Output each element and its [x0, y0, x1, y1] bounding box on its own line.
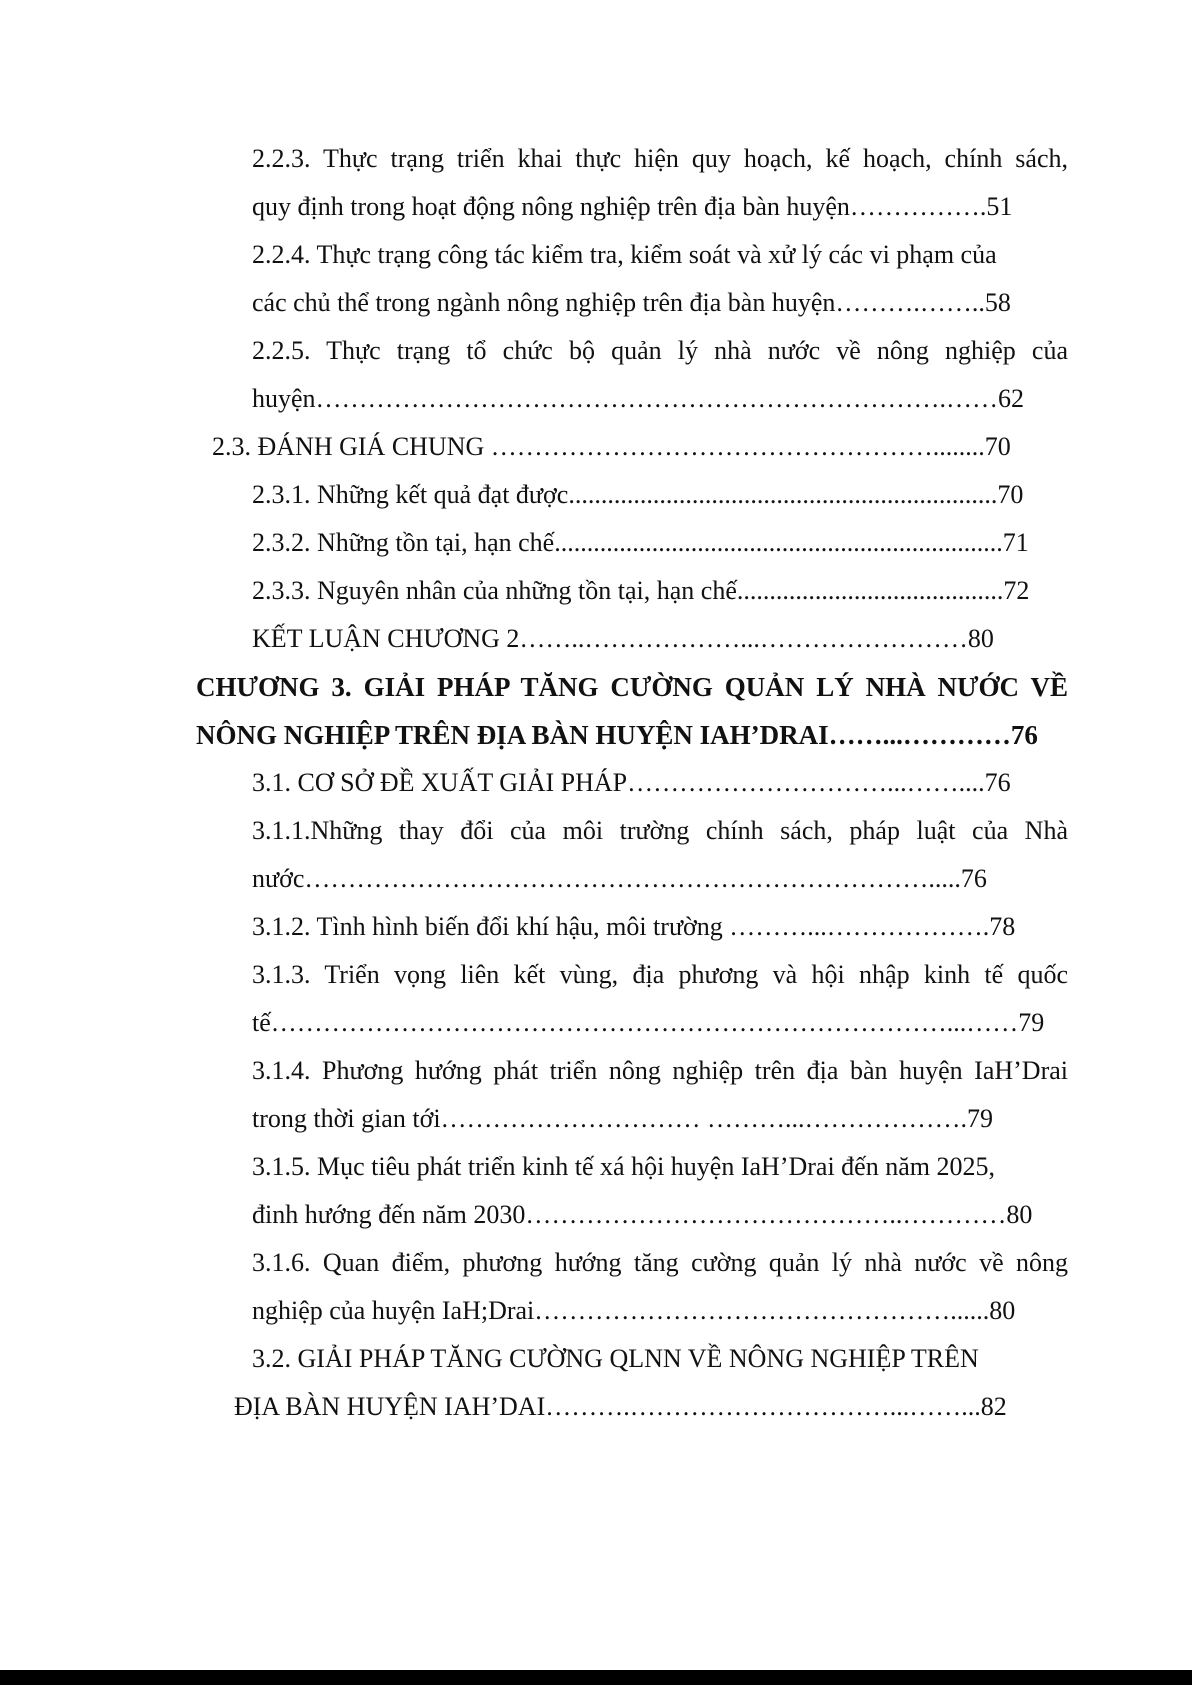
toc-line: tế……………………………………………………………………...……79: [252, 1008, 1045, 1037]
toc-line: ĐỊA BÀN HUYỆN IAH’DAI……….…………………………...……...82: [234, 1392, 1007, 1421]
toc-line: 3.1. CƠ SỞ ĐỀ XUẤT GIẢI PHÁP…………………………...……....76: [252, 768, 1011, 797]
chapter-heading: NÔNG NGHIỆP TRÊN ĐỊA BÀN HUYỆN IAH’DRAI……...…………76: [196, 720, 1038, 750]
toc-line: 2.3.2. Những tồn tại, hạn chế.....................................................................71: [252, 528, 1029, 557]
toc-line: 3.1.5. Mục tiêu phát triển kinh tế xá hội huyện IaH’Drai đến năm 2025,: [252, 1152, 995, 1181]
toc-line: 3.2. GIẢI PHÁP TĂNG CƯỜNG QLNN VỀ NÔNG NGHIỆP TRÊN: [252, 1344, 979, 1373]
toc-line: KẾT LUẬN CHƯƠNG 2……..………………...……………………80: [252, 624, 994, 653]
toc-line: nước……………………………………………………………….....76: [252, 864, 987, 893]
toc-line: 2.3. ĐÁNH GIÁ CHUNG ……………………………………………........70: [212, 432, 1011, 461]
toc-line: 3.1.6. Quan điểm, phương hướng tăng cường quản lý nhà nước về nông: [252, 1248, 1068, 1277]
toc-line: đinh hướng đến năm 2030……………………………………..…………80: [252, 1200, 1033, 1229]
toc-line: 3.1.2. Tình hình biến đổi khí hậu, môi trường ………...……………….78: [252, 912, 1016, 941]
toc-line: 2.3.1. Những kết quả đạt được..................................................................70: [252, 480, 1024, 509]
toc-line: trong thời gian tới………………………… ………...……………….79: [252, 1104, 994, 1133]
toc-line: 2.2.3. Thực trạng triển khai thực hiện quy hoạch, kế hoạch, chính sách,: [252, 144, 1068, 173]
toc-line: các chủ thể trong ngành nông nghiệp trên địa bàn huyện……….……..58: [252, 288, 1011, 317]
toc-line: quy định trong hoạt động nông nghiệp trên địa bàn huyện…………….51: [252, 192, 1013, 221]
toc-line: 2.2.5. Thực trạng tổ chức bộ quản lý nhà nước về nông nghiệp của: [252, 336, 1068, 365]
toc-line: 3.1.1.Những thay đổi của môi trường chính sách, pháp luật của Nhà: [252, 816, 1068, 845]
toc-line: nghiệp của huyện IaH;Drai…………………………………………......80: [252, 1296, 1016, 1325]
chapter-heading: CHƯƠNG 3. GIẢI PHÁP TĂNG CƯỜNG QUẢN LÝ NHÀ NƯỚC VỀ: [196, 672, 1068, 702]
toc-line: 3.1.4. Phương hướng phát triển nông nghiệp trên địa bàn huyện IaH’Drai: [252, 1056, 1068, 1085]
toc-line: 3.1.3. Triển vọng liên kết vùng, địa phương và hội nhập kinh tế quốc: [252, 960, 1068, 989]
page-bottom-edge: [0, 1670, 1192, 1685]
toc-line: 2.3.3. Nguyên nhân của những tồn tại, hạn chế.........................................72: [252, 576, 1030, 605]
toc-line: 2.2.4. Thực trạng công tác kiểm tra, kiểm soát và xử lý các vi phạm của: [252, 240, 997, 269]
toc-line: huyện……………………………………………………………….……62: [252, 384, 1025, 413]
